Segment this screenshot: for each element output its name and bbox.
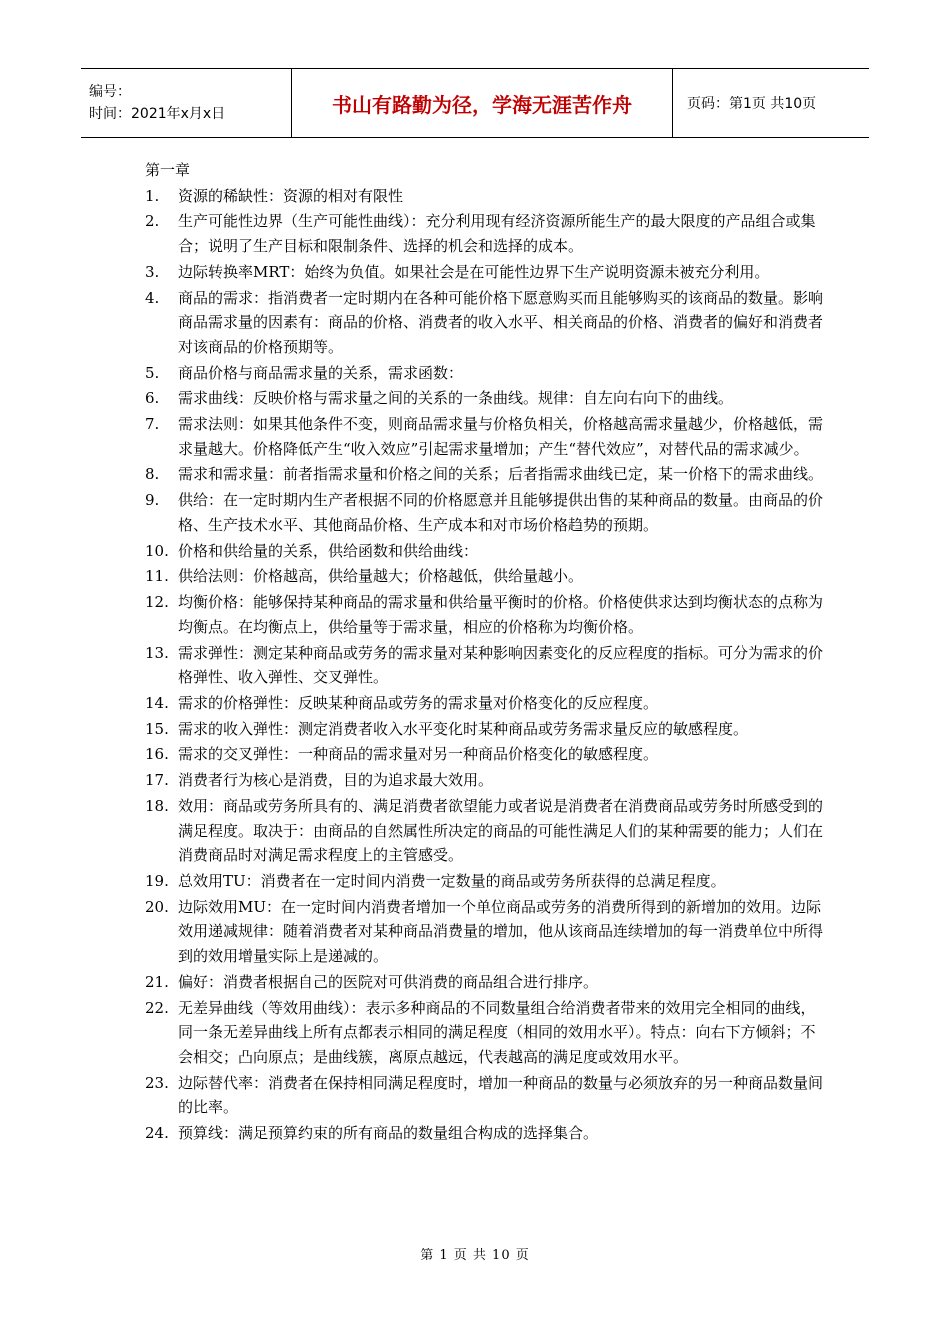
serial-label: 编号：	[89, 84, 131, 100]
item-number: 21.	[145, 972, 169, 991]
item-number: 20.	[145, 897, 169, 916]
item-text: 预算线：满足预算约束的所有商品的数量组合构成的选择集合。	[178, 1123, 599, 1142]
item-text: 供给：在一定时期内生产者根据不同的价格愿意并且能够提供出售的某种商品的数量。由商品的价格、生产技术水平、其他商品价格、生产成本和对市场价格趋势的预期。	[178, 491, 824, 534]
item-text: 需求弹性：测定某种商品或劳务的需求量对某种影响因素变化的反应程度的指标。可分为需求的价格弹性、收入弹性、交叉弹性。	[178, 643, 824, 687]
item-text: 资源的稀缺性：资源的相对有限性	[178, 186, 404, 205]
item-number: 9.	[145, 491, 160, 510]
item-text: 边际效用MU：在一定时间内消费者增加一个单位商品或劳务的消费所得到的新增加的效用。边际效用递减规律：随着消费者对某种商品消费量的增加，他从该商品连续增加的每一消费单位中所得到的效用增量实际上是递减的。	[178, 897, 824, 965]
item-number: 8.	[145, 465, 160, 484]
header-info-cell	[81, 69, 292, 137]
item-number: 10.	[145, 541, 169, 560]
motto-text: 书山有路勤为径，学海无涯苦作舟	[332, 92, 632, 117]
list-item	[145, 1071, 825, 1120]
list-item	[145, 590, 825, 639]
item-text: 边际替代率：消费者在保持相同满足程度时，增加一种商品的数量与必须放弃的另一种商品数量间的比率。	[178, 1073, 824, 1117]
definition-list	[145, 184, 825, 1146]
item-text: 生产可能性边界（生产可能性曲线）：充分利用现有经济资源所能生产的最大限度的产品组合或集合；说明了生产目标和限制条件、选择的机会和选择的成本。	[178, 212, 816, 255]
item-text: 需求曲线：反映价格与需求量之间的关系的一条曲线。规律：自左向右向下的曲线。	[178, 389, 734, 408]
item-number: 14.	[145, 693, 169, 712]
list-item	[145, 539, 825, 564]
item-text: 价格和供给量的关系，供给函数和供给曲线：	[178, 541, 479, 560]
item-number: 13.	[145, 643, 169, 662]
list-item	[145, 895, 825, 969]
item-text: 商品的需求：指消费者一定时期内在各种可能价格下愿意购买而且能够购买的该商品的数量。影响商品需求量的因素有：商品的价格、消费者的收入水平、相关商品的价格、消费者的偏好和消费者对该商品的价格预期等。	[178, 288, 824, 356]
item-number: 5.	[145, 363, 160, 382]
item-number: 2.	[145, 212, 160, 231]
item-number: 22.	[145, 998, 169, 1017]
item-number: 6.	[145, 389, 160, 408]
list-item	[145, 768, 825, 793]
header-motto-cell	[292, 69, 673, 137]
chapter-title: 第一章	[145, 161, 191, 179]
list-item	[145, 742, 825, 767]
item-number: 4.	[145, 288, 160, 307]
item-number: 3.	[145, 262, 160, 281]
list-item	[145, 869, 825, 894]
date-label: 时间：2021年x月x日	[89, 106, 226, 122]
item-number: 18.	[145, 797, 169, 816]
list-item	[145, 260, 825, 285]
item-text: 需求的交叉弹性：一种商品的需求量对另一种商品价格变化的敏感程度。	[178, 745, 659, 764]
item-text: 无差异曲线（等效用曲线）：表示多种商品的不同数量组合给消费者带来的效用完全相同的曲线，同一条无差异曲线上所有点都表示相同的满足程度（相同的效用水平）。特点：向右下方倾斜；不会相交；凸向原点；是曲线簇，离原点越远，代表越高的满足度或效用水平。	[178, 998, 816, 1066]
item-number: 11.	[145, 567, 169, 586]
item-number: 16.	[145, 745, 169, 764]
list-item	[145, 209, 825, 258]
page-footer: 第 1 页 共 10 页	[420, 1248, 530, 1263]
list-item	[145, 286, 825, 360]
item-text: 商品价格与商品需求量的关系，需求函数：	[178, 363, 464, 382]
item-number: 23.	[145, 1073, 169, 1092]
page-header	[81, 68, 869, 138]
list-item	[145, 794, 825, 868]
item-number: 24.	[145, 1123, 169, 1142]
item-text: 边际转换率MRT：始终为负值。如果社会是在可能性边界下生产说明资源未被充分利用。	[178, 262, 770, 281]
item-text: 均衡价格：能够保持某种商品的需求量和供给量平衡时的价格。价格使供求达到均衡状态的点称为均衡点。在均衡点上，供给量等于需求量，相应的价格称为均衡价格。	[178, 593, 824, 636]
list-item	[145, 717, 825, 742]
list-item	[145, 462, 825, 487]
list-item	[145, 488, 825, 537]
item-text: 偏好：消费者根据自己的医院对可供消费的商品组合进行排序。	[178, 972, 599, 991]
list-item	[145, 970, 825, 995]
list-item	[145, 1121, 825, 1146]
list-item	[145, 184, 825, 209]
item-text: 需求的收入弹性：测定消费者收入水平变化时某种商品或劳务需求量反应的敏感程度。	[178, 719, 749, 738]
list-item	[145, 691, 825, 716]
item-number: 19.	[145, 872, 169, 890]
item-number: 12.	[145, 593, 169, 612]
item-text: 需求法则：如果其他条件不变，则商品需求量与价格负相关，价格越高需求量越少，价格越低，需求量越大。价格降低产生“收入效应”引起需求量增加；产生“替代效应”，对替代品的需求减少。	[178, 415, 824, 458]
item-text: 需求的价格弹性：反映某种商品或劳务的需求量对价格变化的反应程度。	[178, 693, 659, 712]
list-item	[145, 996, 825, 1070]
item-text: 消费者行为核心是消费，目的为追求最大效用。	[178, 771, 494, 790]
page-info: 页码：第1页 共10页	[687, 96, 817, 112]
item-text: 供给法则：价格越高，供给量越大；价格越低，供给量越小。	[178, 567, 584, 586]
header-page-cell	[673, 69, 869, 137]
list-item	[145, 641, 825, 690]
item-text: 效用：商品或劳务所具有的、满足消费者欲望能力或者说是消费者在消费商品或劳务时所感受到的满足程度。取决于：由商品的自然属性所决定的商品的可能性满足人们的某种需要的能力；人们在消费商品时对满足需求程度上的主管感受。	[178, 797, 824, 865]
item-number: 17.	[145, 771, 169, 790]
list-item	[145, 361, 825, 386]
item-number: 7.	[145, 415, 160, 434]
item-number: 15.	[145, 719, 169, 738]
document-body	[145, 158, 825, 1147]
item-text: 总效用TU：消费者在一定时间内消费一定数量的商品或劳务所获得的总满足程度。	[178, 872, 726, 890]
list-item	[145, 412, 825, 461]
list-item	[145, 564, 825, 589]
item-text: 需求和需求量：前者指需求量和价格之间的关系；后者指需求曲线已定，某一价格下的需求曲线。	[178, 465, 824, 484]
list-item	[145, 386, 825, 411]
item-number: 1.	[145, 186, 160, 205]
